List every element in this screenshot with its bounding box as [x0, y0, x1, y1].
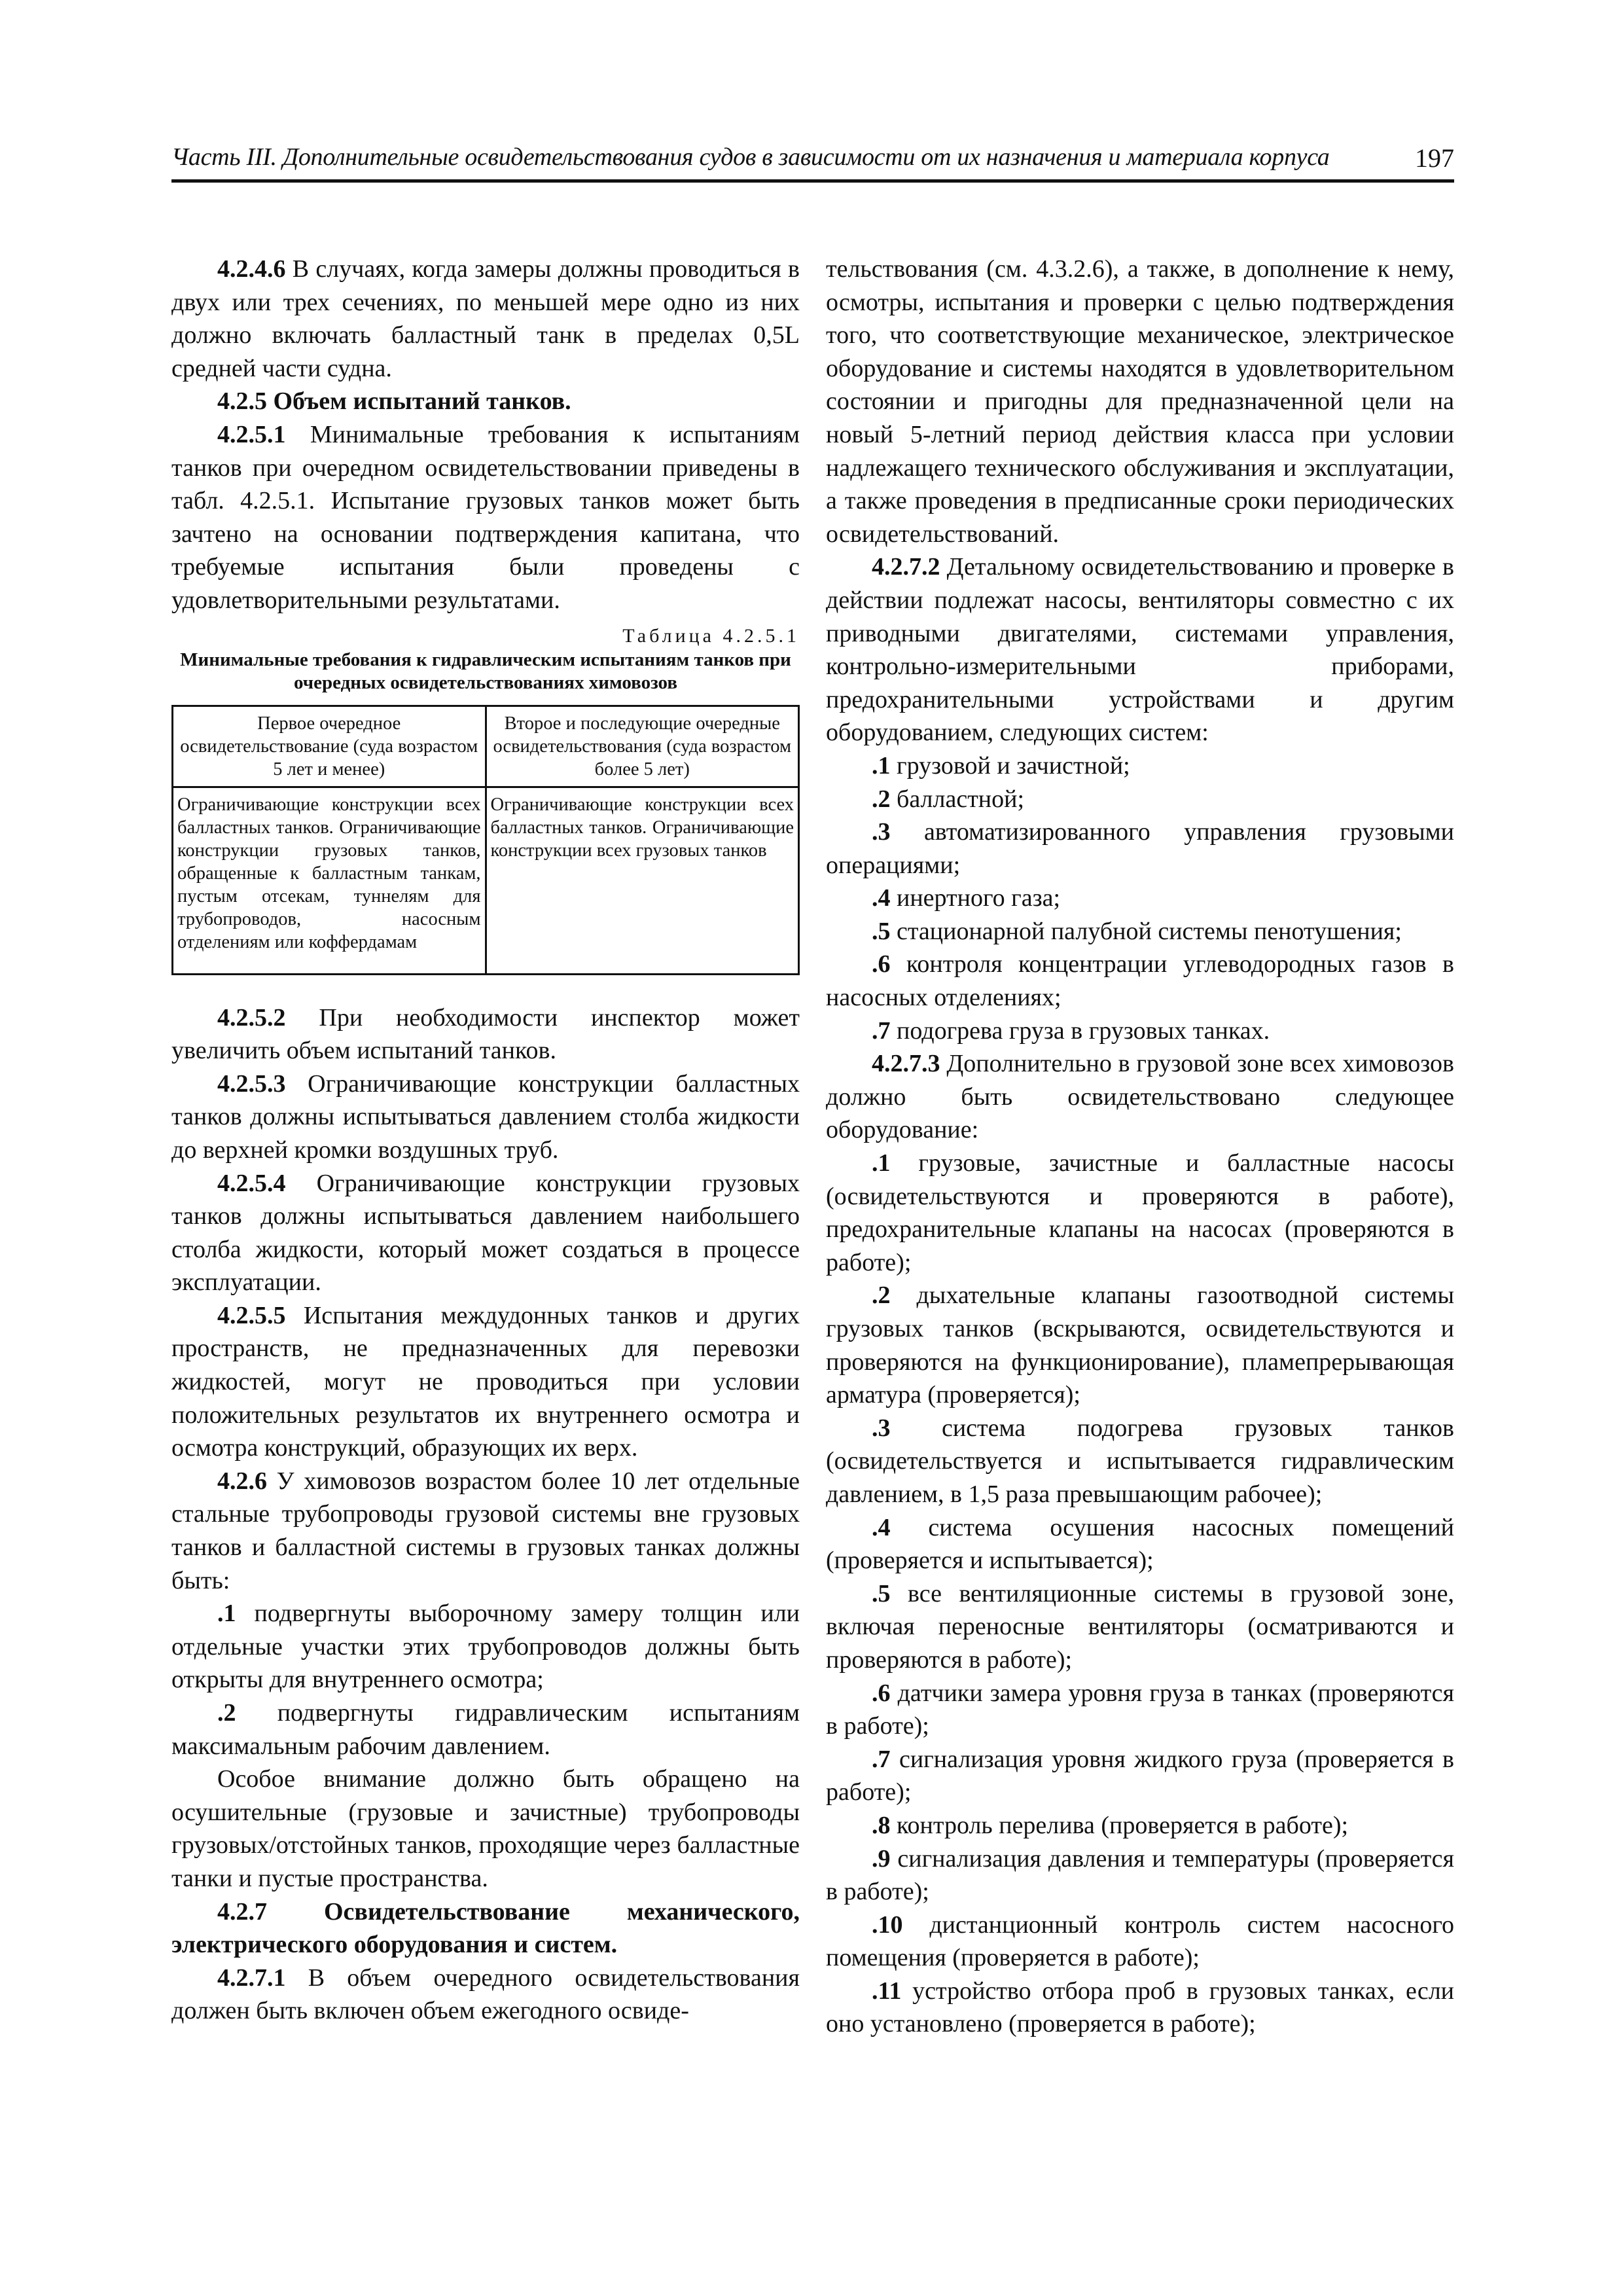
table-title: Минимальные требования к гидравлическим испытаниям танков при очередных освидетельствованиях химовозов [180, 649, 791, 693]
item-number: .1 [872, 1149, 891, 1177]
item-text: подогрева груза в грузовых танках. [890, 1016, 1270, 1045]
clause-text: В объем очередного освидетельствования должен быть включен объем ежегодного освиде- [171, 1964, 800, 2025]
item-text: контроль перелива (проверяется в работе); [890, 1811, 1349, 1839]
section-heading-4-2-7 [171, 1895, 800, 1962]
page-header [171, 139, 1454, 183]
item-number: .1 [872, 751, 891, 780]
list-item [826, 1147, 1454, 1279]
section-heading-4-2-5 [171, 385, 800, 418]
clause-text: Детальному освидетельствованию и проверке в действии подлежат насосы, вентиляторы совместно с их приводными двигателями, системами управления, контрольно-измерительными приборами, предохранительными устройствами и другим оборудованием, следующих систем: [826, 553, 1454, 747]
list-item [826, 1809, 1454, 1842]
item-text: автоматизированного управления грузовыми операциями; [826, 818, 1454, 879]
clause-text: При необходимости инспектор может увеличить объем испытаний танков. [171, 1003, 800, 1065]
item-text: дыхательные клапаны газоотводной системы грузовых танков (вскрываются, освидетельствуются и проверяются на функционирование), пламепрерывающая арматура (проверяется); [826, 1282, 1454, 1409]
item-text: все вентиляционные системы в грузовой зоне, включая переносные вентиляторы (осматриваются и проверяются в работе); [826, 1579, 1454, 1674]
paragraph-4-2-5-4 [171, 1167, 800, 1299]
clause-number: 4.2.5.5 [217, 1301, 286, 1329]
item-text: инертного газа; [890, 884, 1061, 912]
list-item [826, 1511, 1454, 1577]
clause-number: 4.2.6 [217, 1467, 267, 1495]
running-title: Часть III. Дополнительные освидетельствования судов в зависимости от их назначения и материала корпуса [171, 143, 1330, 171]
item-text: система осушения насосных помещений (проверяется и испытывается); [826, 1513, 1454, 1575]
clause-text: У химовозов возрастом более 10 лет отдельные стальные трубопроводы грузовой системы вне грузовых танков и балластной системы в грузовых танках должны быть: [171, 1467, 800, 1594]
paragraph-4-2-4-6 [171, 253, 800, 385]
clause-number: 4.2.4.6 [217, 255, 286, 283]
clause-text: В случаях, когда замеры должны проводиться в двух или трех сечениях, по меньшей мере одно из них должно включать балластный танк в пределах 0,5L средней части судна. [171, 255, 800, 382]
item-number: .3 [872, 818, 891, 846]
item-number: .9 [872, 1844, 891, 1873]
table-header-row [173, 706, 799, 787]
item-number: .5 [872, 917, 891, 945]
clause-number: 4.2.7.2 [872, 553, 940, 581]
item-text: балластной; [890, 785, 1025, 813]
paragraph-4-2-6-item-2 [171, 1696, 800, 1763]
clause-text: Минимальные требования к испытаниям танков при очередном освидетельствовании приведены в табл. 4.2.5.1. Испытание грузовых танков может быть зачтено на основании подтверждения капитана, что требуемые испытания были проведены с удовлетворительными результатами. [171, 420, 800, 614]
clause-text: Испытания междудонных танков и других пространств, не предназначенных для перевозки жидкостей, могут не проводиться при условии положительных результатов их внутреннего осмотра и осмотра конструкций, образующих их верх. [171, 1301, 800, 1462]
paragraph-4-2-7-1-continued: тельствования (см. 4.3.2.6), а также, в дополнение к нему, осмотры, испытания и проверки с целью подтверждения того, что соответствующие механическое, электрическое оборудование и системы находятся в удовлетворительном состоянии и пригодны для предназначенной цели на новый 5-летний период действия класса при условии надлежащего технического обслуживания и эксплуатации, а также проведения в предписанные сроки периодических освидетельствований. [826, 255, 1454, 548]
item-number: .2 [872, 785, 891, 813]
item-text: грузовые, зачистные и балластные насосы (освидетельствуются и проверяются в работе), предохранительные клапаны на насосах (проверяются в работе); [826, 1149, 1454, 1276]
heading-text: 4.2.7 Освидетельствование механического, электрического оборудования и систем. [171, 1897, 800, 1959]
item-number: .3 [872, 1414, 891, 1442]
list-item [826, 1975, 1454, 2041]
item-text: устройство отбора проб в грузовых танках, если оно установлено (проверяется в работе); [826, 1977, 1454, 2038]
paragraph-4-2-7-2 [826, 550, 1454, 749]
heading-text: 4.2.5 Объем испытаний танков. [217, 387, 571, 416]
right-column [826, 253, 1454, 2041]
item-number: .4 [872, 884, 891, 912]
clause-text: Ограничивающие конструкции грузовых танков должны испытываться давлением наибольшего столба жидкости, который может создаться в процессе эксплуатации. [171, 1169, 800, 1297]
item-text: подвергнуты выборочному замеру толщин или отдельные участки этих трубопроводов должны быть открыты для внутреннего осмотра; [171, 1600, 800, 1694]
list-item [826, 816, 1454, 882]
item-number: .1 [217, 1600, 236, 1628]
requirements-table [171, 705, 800, 975]
paragraph-4-2-5-5 [171, 1299, 800, 1465]
clause-number: 4.2.5.2 [217, 1003, 286, 1031]
item-number: .4 [872, 1513, 891, 1541]
clause-text: Ограничивающие конструкции балластных танков должны испытываться давлением столба жидкости до верхней кромки воздушных труб. [171, 1069, 800, 1164]
item-number: .5 [872, 1579, 891, 1607]
table-label: Таблица 4.2.5.1 [622, 624, 800, 647]
page-number: 197 [1415, 143, 1454, 173]
item-text: стационарной палубной системы пенотушения; [890, 917, 1402, 945]
list-item [826, 1842, 1454, 1909]
paragraph-4-2-5-2 [171, 1001, 800, 1067]
list-item [826, 1743, 1454, 1809]
item-text: контроля концентрации углеводородных газов в насосных отделениях; [826, 950, 1454, 1012]
left-column [171, 253, 800, 2028]
item-text: подвергнуты гидравлическим испытаниям максимальным рабочим давлением. [171, 1699, 800, 1760]
paragraph-4-2-5-1 [171, 418, 800, 617]
table-header-cell: Первое очередное освидетельствование (суда возрастом 5 лет и менее) [173, 706, 486, 787]
item-number: .6 [872, 950, 891, 978]
list-item [826, 948, 1454, 1014]
item-number: .10 [872, 1910, 903, 1939]
item-number: .2 [872, 1282, 891, 1310]
list-item [826, 749, 1454, 783]
table-row [173, 787, 799, 974]
clause-number: 4.2.7.1 [217, 1964, 286, 1992]
list-item [826, 882, 1454, 915]
item-number: .2 [217, 1699, 236, 1727]
item-text: система подогрева грузовых танков (освидетельствуется и испытывается гидравлическим давлением, в 1,5 раза превышающим рабочее); [826, 1414, 1454, 1508]
table-cell: Ограничивающие конструкции всех балластных танков. Ограничивающие конструкции грузовых танков, обращенные к балластным танкам, пустым отсекам, туннелям для трубопроводов, насосным отделениям или коффердамам [173, 787, 486, 974]
item-number: .7 [872, 1745, 891, 1773]
list-item [826, 1909, 1454, 1975]
list-item [826, 1014, 1454, 1048]
paragraph-4-2-6 [171, 1465, 800, 1597]
equipment-list [826, 1147, 1454, 2041]
paragraph-4-2-7-3 [826, 1047, 1454, 1147]
clause-text: Дополнительно в грузовой зоне всех химовозов должно быть освидетельствовано следующее оборудование: [826, 1050, 1454, 1144]
item-text: сигнализация уровня жидкого груза (проверяется в работе); [826, 1745, 1454, 1806]
item-number: .7 [872, 1016, 891, 1045]
list-item [826, 783, 1454, 816]
table-cell: Ограничивающие конструкции всех балластных танков. Ограничивающие конструкции всех грузовых танков [486, 787, 799, 974]
item-text: сигнализация давления и температуры (проверяется в работе); [826, 1844, 1454, 1906]
item-text: датчики замера уровня груза в танках (проверяются в работе); [826, 1679, 1454, 1740]
item-number: .8 [872, 1811, 891, 1839]
table-header-cell: Второе и последующие очередные освидетельствования (суда возрастом более 5 лет) [486, 706, 799, 787]
item-text: грузовой и зачистной; [890, 751, 1130, 780]
list-item [826, 1677, 1454, 1743]
list-item [826, 915, 1454, 948]
paragraph-4-2-7-1 [171, 1962, 800, 2028]
clause-number: 4.2.5.4 [217, 1169, 286, 1197]
paragraph-special-attention: Особое внимание должно быть обращено на осушительные (грузовые и зачистные) трубопроводы грузовых/отстойных танков, проходящие через балластные танки и пустые пространства. [171, 1765, 800, 1892]
list-item [826, 1412, 1454, 1511]
item-text: дистанционный контроль систем насосного помещения (проверяется в работе); [826, 1910, 1454, 1972]
list-item [826, 1279, 1454, 1411]
item-number: .11 [872, 1977, 902, 2005]
list-item [826, 1577, 1454, 1677]
item-number: .6 [872, 1679, 891, 1707]
clause-number: 4.2.5.3 [217, 1069, 286, 1098]
clause-number: 4.2.5.1 [217, 420, 286, 448]
systems-list [826, 749, 1454, 1047]
paragraph-4-2-6-item-1 [171, 1597, 800, 1696]
clause-number: 4.2.7.3 [872, 1050, 940, 1078]
paragraph-4-2-5-3 [171, 1067, 800, 1167]
